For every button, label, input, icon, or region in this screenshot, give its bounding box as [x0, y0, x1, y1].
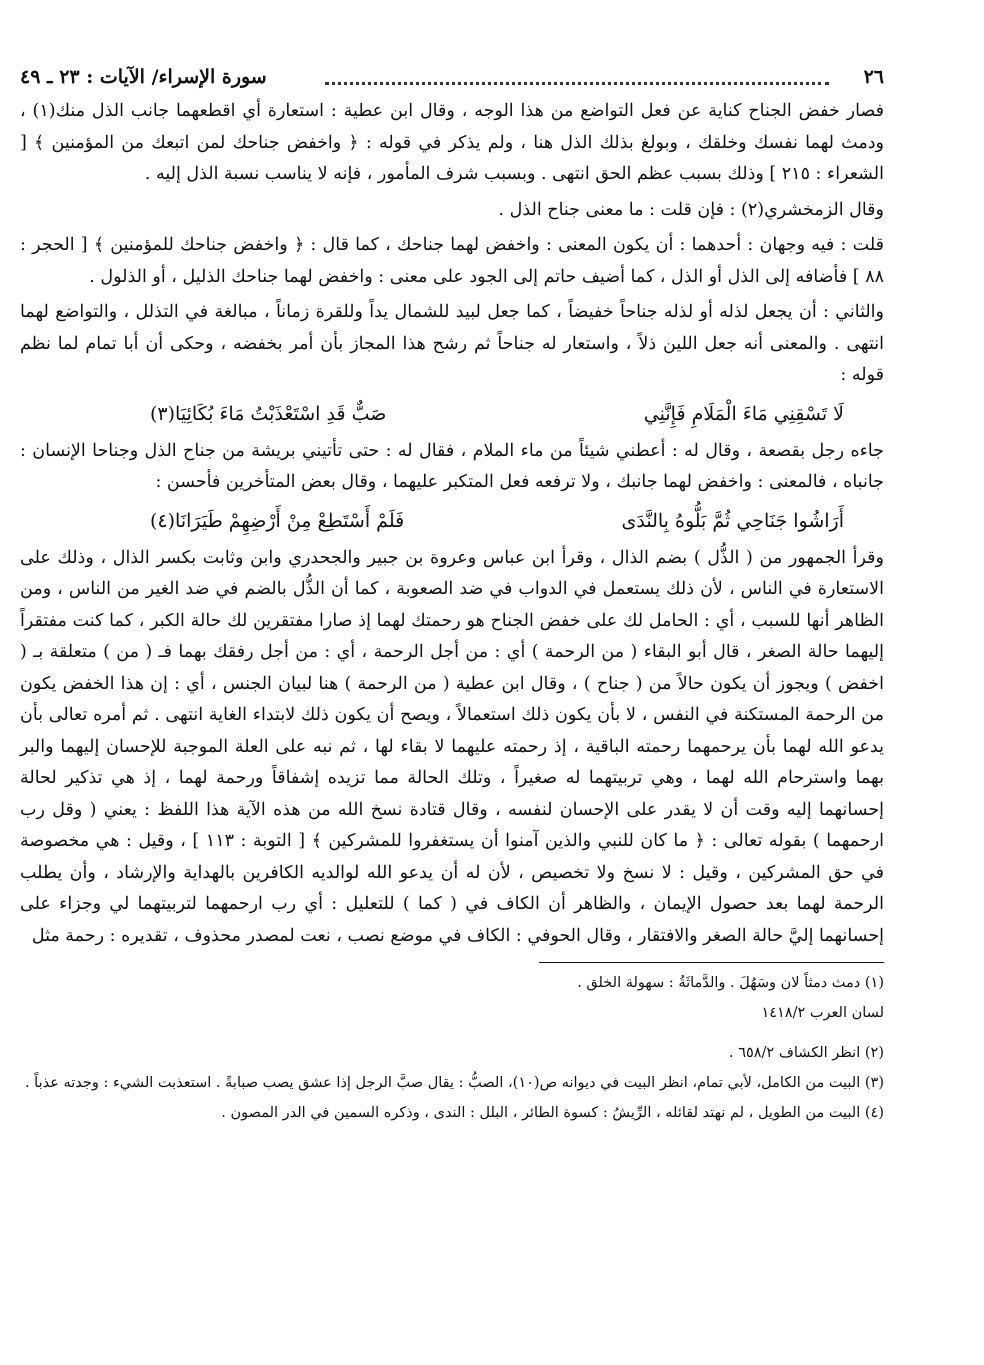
footnotes: [20, 971, 884, 1125]
poetry-verse-1: [20, 392, 884, 436]
verse-first-hemistich: لَا تَسْقِنِي مَاءَ الْمَلَامِ فَإِنَّنِي: [643, 402, 844, 425]
poetry-verse-2: [20, 499, 884, 543]
running-title: سورة الإسراء/ الآيات : ٢٣ ـ ٤٩: [20, 66, 267, 88]
paragraph: وقال الزمخشري(٢) : فإن قلت : ما معنى جناح الذل .: [498, 199, 884, 220]
verse-second-hemistich: صَبٌّ قَدِ اسْتَعْذَبْتُ مَاءَ بُكَائِيَا(٣): [150, 402, 387, 425]
main-text-continued-2: [20, 543, 884, 953]
footnote-4: (٤) البيت من الطويل ، لم نهتد لقائله ، الرِّيشُ : كسوة الطائر ، البلل : الندى ، وذكره السمين في الدر المصون .: [221, 1105, 884, 1121]
paragraph: فصار خفض الجناح كناية عن فعل التواضع من هذا الوجه ، وقال ابن عطية : استعارة أي اقطعهما جانب الذل منك(١) ، ودمث لهما نفسك وخلقك ، وبولغ بذلك الذل هنا ، ولم يذكر في قوله : ﴿ واخفض جناحك لمن اتبعك من المؤمنين ﴾ [ الشعراء : ٢١٥ ] وذلك بسبب عظم الحق انتهى . وبسبب شرف المأمور ، فإنه لا يناسب نسبة الذل إليه .: [20, 101, 884, 184]
page-number: ٢٦: [863, 66, 884, 88]
running-header: [20, 60, 884, 96]
paragraph: جاءه رجل بقصعة ، وقال له : أعطني شيئاً من ماء الملام ، فقال له : حتى تأتيني بريشة من جناح الذل وجناحا الإنسان : جانباه ، فالمعنى : واخفض لهما جانبك ، ولا ترفعه فعل المتكبر عليهما ، وقال بعض المتأخرين فأحسن :: [20, 440, 884, 492]
footnote-1: (١) دمث دمثاً لان وسَهُلَ . والدَّماثَةُ : سهولة الخلق .: [577, 975, 884, 991]
verse-first-hemistich: أَرَاشُوا جَنَاحِي ثُمَّ بَلُّوهُ بِالنَّدَى: [621, 509, 844, 532]
verse-second-hemistich: فَلَمْ أَسْتَطِعْ مِنْ أَرْضِهِمْ طَيَرَانَا(٤): [150, 509, 405, 532]
footnote-separator: [539, 962, 884, 963]
paragraph: والثاني : أن يجعل لذله أو لذله جناحاً خفيضاً ، كما جعل لبيد للشمال يداً وللقرة زماناً ، مبالغة في التذلل ، والتواضع لهما انتهى . والمعنى أنه جعل اللين ذلاً ، واستعار له جناحاً ثم رشح هذا المجاز بأن أمر بخفضه ، وحكى أن أبا تمام لما نظم قوله :: [20, 302, 884, 385]
main-text: [20, 96, 884, 392]
footnote-3: (٣) البيت من الكامل، لأبي تمام، انظر البيت في ديوانه ص(١٠)، الصبُّ : يقال صبَّ الرجل إذا عشق يصب صبابةً . استعذبت الشيء : وجدته عذباً .: [24, 1075, 884, 1091]
header-dotted-leader: [325, 72, 829, 85]
paragraph: وقرأ الجمهور من ( الذُّل ) بضم الذال ، وقرأ ابن عباس وعروة بن جبير والجحدري وابن وثابت بكسر الذال ، وذلك على الاستعارة في الناس ، لأن ذلك يستعمل في الدواب في ضد الصعوبة ، كما أن الذُّل بالضم في ضد الغير من الناس ، ومن الظاهر أنها للسبب ، أي : الحامل لك على خفض الجناح هو رحمتك لهما إذ صارا مفتقرين لك حالة الكبر ، كما كنت مفتقراً إليهما حالة الصغر ، قال أبو البقاء ( من الرحمة ) أي : من أجل الرحمة ، أي : من أجل رفقك بهما فـ ( من ) متعلقة بـ ( اخفض ) ويجوز أن يكون حالاً من ( جناح ) ، وقال ابن عطية ( من الرحمة ) هنا لبيان الجنس ، أي : إن هذا الخفض يكون من الرحمة المستكنة في النفس ، لا بأن يكون ذلك استعمالاً ، ويصح أن يكون ذلك لابتداء الغاية انتهى . ثم أمره تعالى بأن يدعو الله لهما بأن يرحمهما رحمته الباقية ، إذ رحمته عليهما لا بقاء لها ، ثم نبه على العلة الموجبة للإحسان إليهما والبر بهما واسترحام الله لهما ، وهي تربيتهما له صغيراً ، وتلك الحالة مما تزيده إشفاقاً ورحمة لهما ، إذ هي تذكير لحالة إحسانهما إليه وقت أن لا يقدر على الإحسان لنفسه ، وقال قتادة نسخ الله من هذه الآية هذا اللفظ : يعني ( وقل رب ارحمهما ) بقوله تعالى : ﴿ ما كان للنبي والذين آمنوا أن يستغفروا للمشركين ﴾ [ التوبة : ١١٣ ] ، وقيل : هي مخصوصة في حق المشركين ، وقيل : لا نسخ ولا تخصيص ، لأن له أن يدعو الله لوالديه الكافرين بالهداية والإرشاد ، وأن يطلب الرحمة لهما بعد حصول الإيمان ، والظاهر أن الكاف في ( كما ) للتعليل : أي رب ارحمهما لتربيتهما لي وجزاء على إحسانهما إليَّ حالة الصغر والافتقار ، وقال الحوفي : الكاف في موضع نصب ، نعت لمصدر محذوف ، تقديره : رحمة مثل: [20, 547, 885, 946]
main-text-continued: [20, 436, 884, 499]
footnote-2: (٢) انظر الكشاف ٦٥٨/٢ .: [728, 1045, 884, 1061]
paragraph: قلت : فيه وجهان : أحدهما : أن يكون المعنى : واخفض لهما جناحك ، كما قال : ﴿ واخفض جناحك للمؤمنين ﴾ [ الحجر : ٨٨ ] فأضافه إلى الذل أو الذل ، كما أضيف حاتم إلى الجود على معنى : واخفض لهما جناحك الذليل ، أو الذلول .: [20, 235, 884, 287]
footnote-1-reference: لسان العرب ١٤١٨/٢: [761, 1005, 884, 1021]
